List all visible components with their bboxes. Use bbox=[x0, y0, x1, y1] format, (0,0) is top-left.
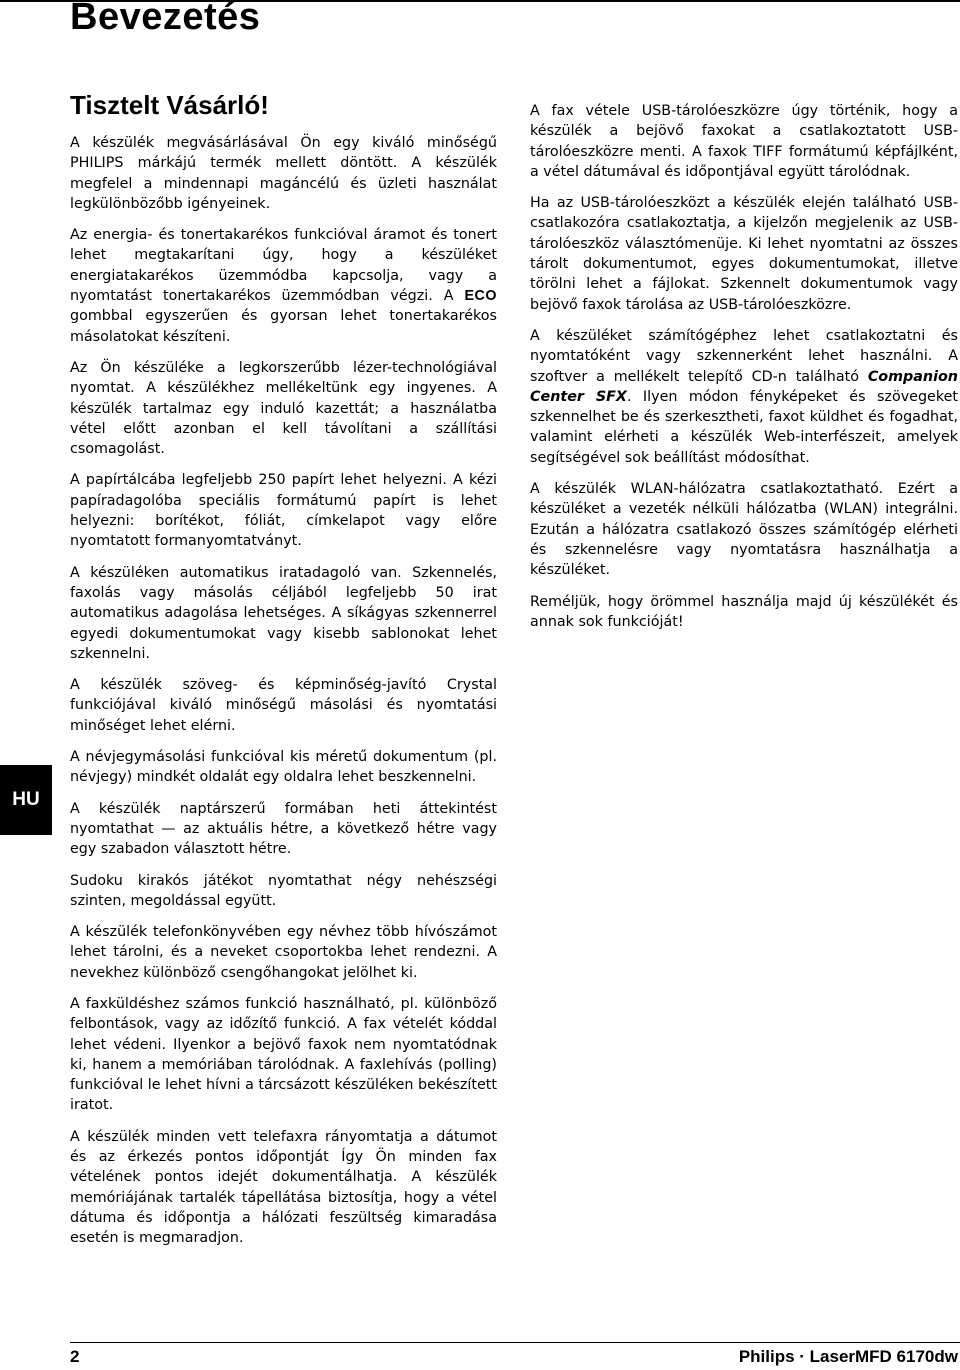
paragraph-closing: Reméljük, hogy örömmel használja majd új készülékét és annak sok funkcióját! bbox=[530, 593, 958, 630]
paragraph-document-feeder: A készüléken automatikus iratadagoló van. Szkennelés, faxolás vagy másolás céljából legfeljebb 50 irat automatikus adagolása lehetséges. A síkágyas szkennerrel egyedi dokumentumokat vagy kisebb sablonokat lehet szkennelni. bbox=[70, 564, 497, 662]
right-column bbox=[530, 101, 958, 643]
paragraph-computer bbox=[530, 326, 958, 468]
paragraph-wlan: A készülék WLAN-hálózatra csatlakoztatható. Ezért a készüléket a vezeték nélküli hálózatba (WLAN) integrálni. Ezután a hálózatra csatlakozó összes számítógép elérheti és szkennelésre vagy nyomtatásra használhatja a készüléket. bbox=[530, 481, 958, 579]
language-tab: HU bbox=[0, 765, 52, 835]
paragraph-usb-menu: Ha az USB-tárolóeszközt a készülék elején található USB-csatlakozóra csatlakoztatja, a kijelzőn megjelenik az USB-tárolóeszköz választómenüje. Ki lehet nyomtatni az összes tárolt dokumentumot, egyes dokumentumokat, illetve törölni lehet a fájlokat. Szkennelt dokumentumok vagy bejövő faxok tárolása az USB-tárolóeszközre. bbox=[530, 195, 958, 313]
paragraph-fax-send: A faxküldéshez számos funkció használható, pl. különböző felbontások, vagy az időzítő funkció. A fax vételét kóddal lehet védeni. Ilyenkor a bejövő faxok nem nyomtatódnak ki, hanem a memóriában tárolódnak. A faxlehívás (polling) funkcióval le lehet hívni a tárcsázott készüléken bekészített iratot. bbox=[70, 995, 497, 1114]
paragraph-calendar: A készülék naptárszerű formában heti áttekintést nyomtathat — az aktuális hétre, a következő hétre vagy egy szabadon választott hétre. bbox=[70, 800, 497, 858]
paragraph-intro: A készülék megvásárlásával Ön egy kiváló minőségű PHILIPS márkájú termék mellett döntött. A készülék megfelel a mindennapi magáncélú és üzleti használat legkülönbözőbb igényeinek. bbox=[70, 135, 497, 212]
footer-rule bbox=[70, 1342, 960, 1343]
eco-button-label: ECO bbox=[464, 288, 497, 305]
footer-product-name: Philips · LaserMFD 6170dw bbox=[738, 1347, 958, 1366]
chapter-title: Bevezetés bbox=[70, 0, 261, 38]
paragraph-fax-date: A készülék minden vett telefaxra rányomtatja a dátumot és az érkezés pontos időpontját Így Ön minden fax vételének pontos idejét dokumentálhatja. A készülék memóriájának tartalék tápellátása biztosítja, hogy a vétel dátuma és időpontja a hálózati feszültség kimaradása esetén is megmaradjon. bbox=[70, 1128, 497, 1247]
paragraph-computer-text: A készüléket számítógéphez lehet csatlakoztatni és nyomtatóként vagy szkennerként lehet használni. A szoftver a mellékelt telepítő CD-n található bbox=[530, 327, 958, 385]
software-name: Companion Center SFX bbox=[530, 368, 958, 405]
page-number: 2 bbox=[70, 1347, 80, 1366]
paragraph-computer-text-end: . Ilyen módon fényképeket és szövegeket szkennelhet be és szerkesztheti, faxot küldhet és fogadhat, valamint elérheti a készülék Web-interfészeit, amelyek segítségével sok beállítást módosíthat. bbox=[530, 388, 958, 466]
paragraph-business-card: A névjegymásolási funkcióval kis méretű dokumentum (pl. névjegy) mindkét oldalát egy oldalra lehet beszkennelni. bbox=[70, 749, 497, 786]
paragraph-laser: Az Ön készüléke a legkorszerűbb lézer-technológiával nyomtat. A készülékhez mellékeltünk egy ingyenes. A készülék tartalmaz egy induló kazettát; a használatba vétel előtt azonban el kell távolítani a szállítási csomagolást. bbox=[70, 359, 497, 458]
paragraph-paper-tray: A papírtálcába legfeljebb 250 papírt lehet helyezni. A kézi papíradagolóba speciális formátumú papírt is lehet helyezni: borítékot, fóliát, címkelapot vagy előre nyomtatott formanyomtatványt. bbox=[70, 472, 497, 550]
paragraph-crystal: A készülék szöveg- és képminőség-javító Crystal funkciójával kiváló minőségű másolási és nyomtatási minőséget lehet elérni. bbox=[70, 677, 497, 734]
greeting-heading: Tisztelt Vásárló! bbox=[70, 90, 269, 120]
paragraph-phonebook: A készülék telefonkönyvében egy névhez több hívószámot lehet tárolni, és a neveket csoportokba lehet rendezni. A nevekhez különböző csengőhangokat jelölhet ki. bbox=[70, 924, 497, 981]
paragraph-sudoku: Sudoku kirakós játékot nyomtathat négy nehészségi szinten, megoldással együtt. bbox=[70, 872, 497, 909]
left-column bbox=[70, 88, 497, 1260]
paragraph-energy bbox=[70, 225, 497, 347]
paragraph-energy-text-end: gombbal egyszerűen és gyorsan lehet tonertakarékos másolatokat készíteni. bbox=[70, 308, 497, 345]
paragraph-energy-text: Az energia- és tonertakarékos funkcióval áramot és tonert lehet megtakarítani úgy, hogy a készüléket energiatakarékos üzemmódba kapcsolja, vagy a nyomtatást tonertakarékos üzemmódban végzi. A bbox=[70, 227, 497, 305]
paragraph-usb-fax: A fax vétele USB-tárolóeszközre úgy történik, hogy a készülék a bejövő faxokat a csatlakoztatott USB-tárolóeszközre menti. A faxok TIFF formátumú képfájlként, a vétel dátumával és időpontjával együtt tárolódnak. bbox=[530, 103, 958, 180]
